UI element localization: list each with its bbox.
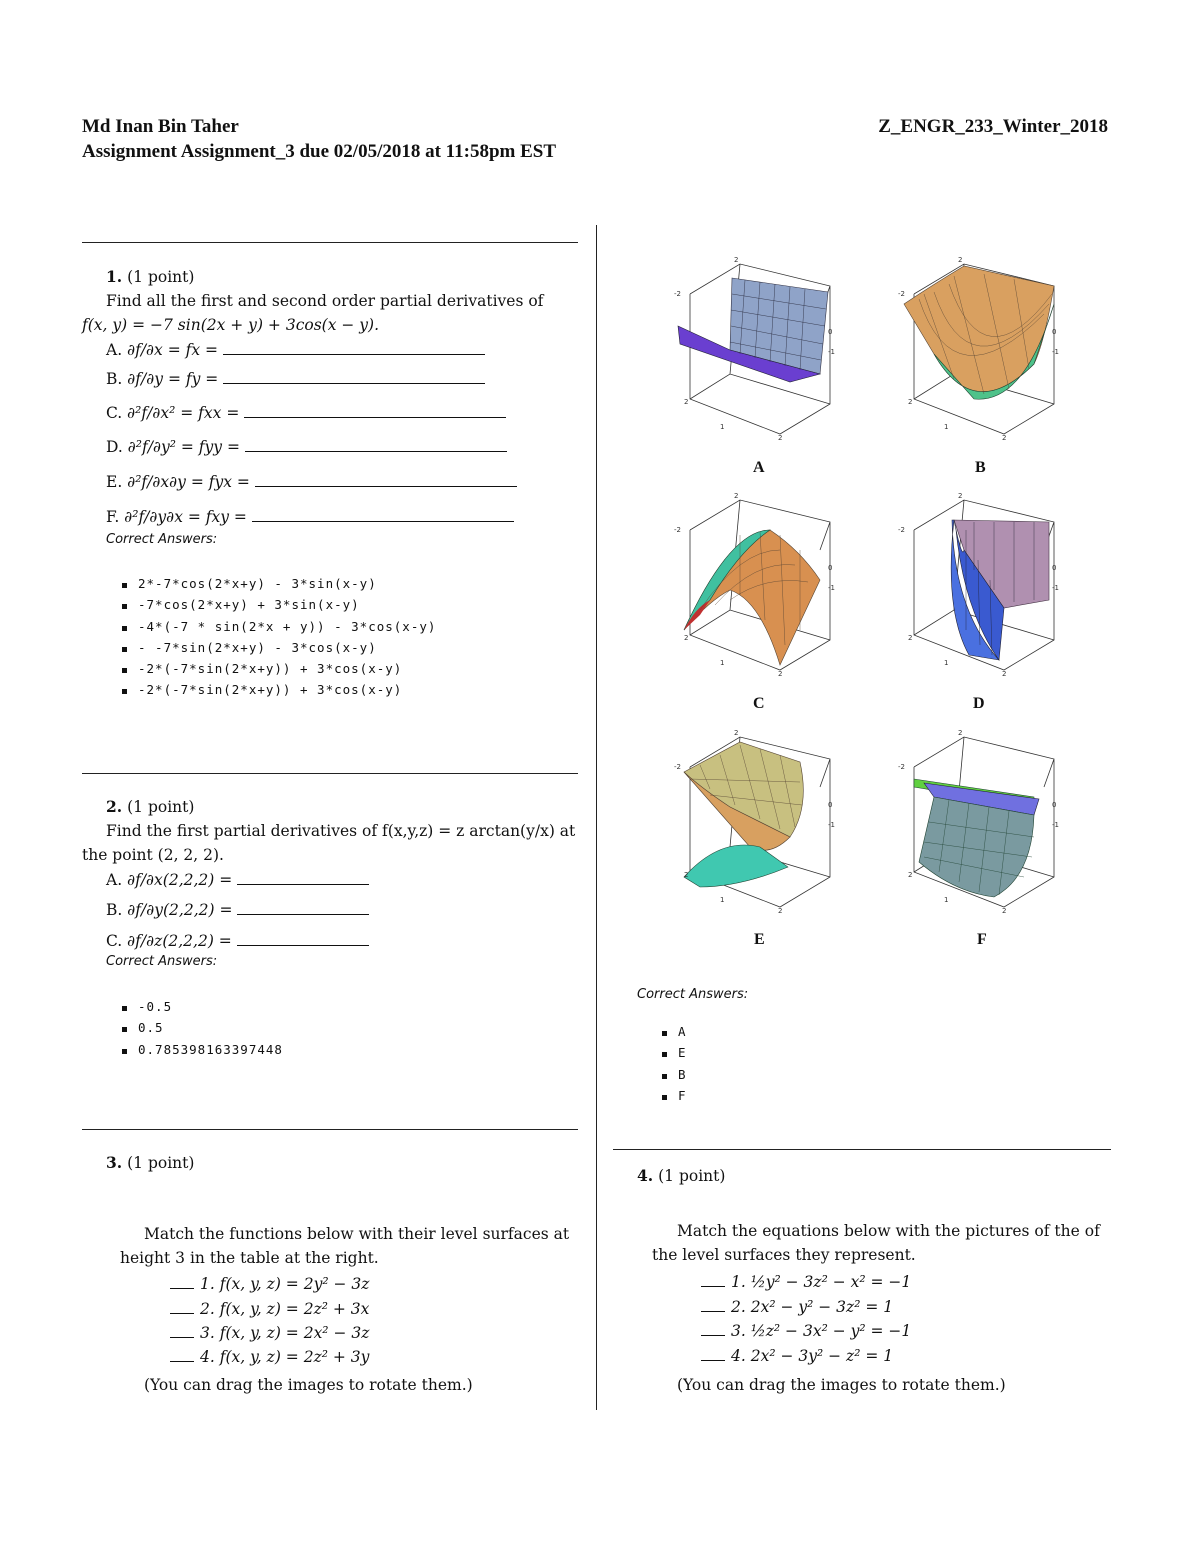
surface-e-lower <box>684 845 788 887</box>
list-item: F <box>654 1088 687 1109</box>
svg-text:2: 2 <box>908 398 913 406</box>
list-item: -0.5 <box>114 999 283 1020</box>
list-item: A <box>654 1024 687 1045</box>
svg-text:0: 0 <box>828 328 833 336</box>
svg-text:2: 2 <box>734 256 739 264</box>
svg-text:2: 2 <box>908 634 913 642</box>
q2-prompt-cont: the point (2, 2, 2). <box>82 846 224 864</box>
svg-text:1: 1 <box>720 659 725 667</box>
q4-rule <box>613 1149 1111 1150</box>
q4-number: 4. <box>637 1166 654 1185</box>
q1-answer-list <box>114 576 436 704</box>
svg-text:0: 0 <box>828 564 833 572</box>
surface-plot-b[interactable] <box>894 254 1064 444</box>
q3-number: 3. <box>106 1153 123 1172</box>
list-item: 0.785398163397448 <box>114 1042 283 1063</box>
svg-text:2: 2 <box>958 729 963 737</box>
list-item: -2*(-7*sin(2*x+y)) + 3*cos(x-y) <box>114 661 436 682</box>
q2-answer-c-input[interactable] <box>237 930 369 946</box>
plot-label-a: A <box>753 459 765 476</box>
svg-text:-1: -1 <box>1052 348 1059 356</box>
surface-plot-e[interactable] <box>670 727 840 917</box>
svg-text:-2: -2 <box>674 526 681 534</box>
svg-text:-2: -2 <box>898 526 905 534</box>
q1-correct-label: Correct Answers: <box>106 532 218 547</box>
list-item: -2*(-7*sin(2*x+y)) + 3*cos(x-y) <box>114 682 436 703</box>
list-item: 2*-7*cos(2*x+y) - 3*sin(x-y) <box>114 576 436 597</box>
q3-select-2[interactable] <box>170 1301 194 1314</box>
list-item: -7*cos(2*x+y) + 3*sin(x-y) <box>114 597 436 618</box>
q3-item-4: 4. f(x, y, z) = 2z² + 3y <box>170 1345 369 1369</box>
q4-prompt-cont: the level surfaces they represent. <box>652 1246 916 1264</box>
svg-text:-1: -1 <box>828 348 835 356</box>
surface-plot-f[interactable] <box>894 727 1064 917</box>
q4-select-4[interactable] <box>701 1348 725 1361</box>
svg-text:1: 1 <box>944 659 949 667</box>
svg-text:2: 2 <box>778 907 783 915</box>
q4-item-2: 2. 2x² − y² − 3z² = 1 <box>701 1295 893 1319</box>
q3-prompt: Match the functions below with their level surfaces at <box>144 1225 570 1243</box>
q1-part-b: B. ∂f/∂y = fy = <box>106 367 485 391</box>
plot-label-e: E <box>754 931 765 948</box>
svg-text:-1: -1 <box>1052 821 1059 829</box>
list-item: B <box>654 1067 687 1088</box>
assignment-title: Assignment Assignment_3 due 02/05/2018 at 11:58pm EST <box>82 141 557 162</box>
svg-text:0: 0 <box>828 801 833 809</box>
q3-points: (1 point) <box>127 1154 195 1172</box>
q1-part-e: E. ∂²f/∂x∂y = fyx = <box>106 470 517 494</box>
column-divider <box>596 225 597 1410</box>
svg-text:2: 2 <box>1002 434 1007 442</box>
svg-text:2: 2 <box>684 871 689 879</box>
svg-text:1: 1 <box>944 423 949 431</box>
plot-label-b: B <box>975 459 986 476</box>
q3-heading <box>106 1151 194 1175</box>
q4-item-3: 3. ½z² − 3x² − y² = −1 <box>701 1319 911 1343</box>
q1-points: (1 point) <box>127 268 195 286</box>
q2-points: (1 point) <box>127 798 195 816</box>
svg-text:-2: -2 <box>898 763 905 771</box>
surface-plot-d[interactable] <box>894 490 1064 680</box>
svg-text:0: 0 <box>1052 328 1057 336</box>
q2-heading <box>106 795 194 819</box>
svg-text:-1: -1 <box>828 821 835 829</box>
svg-text:2: 2 <box>958 492 963 500</box>
q1-part-a: A. ∂f/∂x = fx = <box>106 338 485 362</box>
surface-b-sheet <box>904 266 1057 392</box>
q3-item-1: 1. f(x, y, z) = 2y² − 3z <box>170 1272 369 1296</box>
q1-answer-f-input[interactable] <box>252 506 514 522</box>
surface-plot-a[interactable] <box>670 254 840 444</box>
q4-points: (1 point) <box>658 1167 726 1185</box>
q2-rule <box>82 773 578 774</box>
q1-prompt: Find all the first and second order partial derivatives of <box>106 292 544 310</box>
q2-number: 2. <box>106 797 123 816</box>
svg-text:2: 2 <box>958 256 963 264</box>
q4-note: (You can drag the images to rotate them.) <box>677 1376 1006 1394</box>
svg-text:2: 2 <box>778 434 783 442</box>
q1-answer-c-input[interactable] <box>244 402 506 418</box>
course-name: Z_ENGR_233_Winter_2018 <box>878 116 1108 137</box>
svg-text:-1: -1 <box>1052 584 1059 592</box>
svg-text:2: 2 <box>734 729 739 737</box>
q2-part-b: B. ∂f/∂y(2,2,2) = <box>106 898 369 922</box>
q1-number: 1. <box>106 267 123 286</box>
q3-note: (You can drag the images to rotate them.) <box>144 1376 473 1394</box>
svg-text:2: 2 <box>684 398 689 406</box>
q4-select-1[interactable] <box>701 1274 725 1287</box>
q3-correct-label: Correct Answers: <box>637 987 749 1002</box>
q4-heading <box>637 1164 725 1188</box>
q3-item-3: 3. f(x, y, z) = 2x² − 3z <box>170 1321 369 1345</box>
q3-select-3[interactable] <box>170 1325 194 1338</box>
list-item: - -7*sin(2*x+y) - 3*cos(x-y) <box>114 640 436 661</box>
q1-answer-e-input[interactable] <box>255 471 517 487</box>
q4-item-4: 4. 2x² − 3y² − z² = 1 <box>701 1344 893 1368</box>
q2-answer-list <box>114 999 283 1063</box>
svg-text:-2: -2 <box>674 290 681 298</box>
svg-text:-2: -2 <box>898 290 905 298</box>
q1-answer-a-input[interactable] <box>223 339 485 355</box>
svg-text:1: 1 <box>944 896 949 904</box>
plot-label-d: D <box>973 695 985 712</box>
svg-text:2: 2 <box>684 634 689 642</box>
svg-text:2: 2 <box>1002 670 1007 678</box>
svg-text:0: 0 <box>1052 564 1057 572</box>
q4-prompt: Match the equations below with the pictures of the of <box>677 1222 1100 1240</box>
svg-text:2: 2 <box>908 871 913 879</box>
q3-prompt-cont: height 3 in the table at the right. <box>120 1249 379 1267</box>
q1-heading <box>106 265 194 289</box>
q3-answer-list <box>654 1024 687 1109</box>
q2-part-a: A. ∂f/∂x(2,2,2) = <box>106 868 369 892</box>
q4-select-3[interactable] <box>701 1323 725 1336</box>
q4-select-2[interactable] <box>701 1299 725 1312</box>
surface-f-sheet <box>919 797 1034 897</box>
q1-function: f(x, y) = −7 sin(2x + y) + 3cos(x − y). <box>82 316 380 334</box>
plot-label-c: C <box>753 695 765 712</box>
student-name: Md Inan Bin Taher <box>82 116 239 137</box>
q1-part-f: F. ∂²f/∂y∂x = fxy = <box>106 505 514 529</box>
svg-text:2: 2 <box>778 670 783 678</box>
q1-answer-b-input[interactable] <box>223 368 485 384</box>
svg-text:-1: -1 <box>828 584 835 592</box>
svg-text:0: 0 <box>1052 801 1057 809</box>
q3-select-1[interactable] <box>170 1276 194 1289</box>
plot-label-f: F <box>977 931 987 948</box>
list-item: 0.5 <box>114 1020 283 1041</box>
q2-correct-label: Correct Answers: <box>106 954 218 969</box>
svg-text:-2: -2 <box>674 763 681 771</box>
svg-text:1: 1 <box>720 423 725 431</box>
q3-select-4[interactable] <box>170 1349 194 1362</box>
q3-item-2: 2. f(x, y, z) = 2z² + 3x <box>170 1297 369 1321</box>
svg-text:1: 1 <box>720 896 725 904</box>
q2-part-c: C. ∂f/∂z(2,2,2) = <box>106 929 369 953</box>
svg-text:2: 2 <box>734 492 739 500</box>
q1-rule <box>82 242 578 243</box>
q1-part-c: C. ∂²f/∂x² = fxx = <box>106 401 506 425</box>
q1-answer-d-input[interactable] <box>245 436 507 452</box>
q2-answer-a-input[interactable] <box>237 869 369 885</box>
svg-text:2: 2 <box>1002 907 1007 915</box>
q2-answer-b-input[interactable] <box>237 899 369 915</box>
q2-prompt: Find the first partial derivatives of f(x,y,z) = z arctan(y/x) at <box>106 822 576 840</box>
list-item: -4*(-7 * sin(2*x + y)) - 3*cos(x-y) <box>114 619 436 640</box>
q4-item-1: 1. ½y² − 3z² − x² = −1 <box>701 1270 911 1294</box>
surface-plot-c[interactable] <box>670 490 840 680</box>
q1-part-d: D. ∂²f/∂y² = fyy = <box>106 435 507 459</box>
q3-rule <box>82 1129 578 1130</box>
list-item: E <box>654 1045 687 1066</box>
